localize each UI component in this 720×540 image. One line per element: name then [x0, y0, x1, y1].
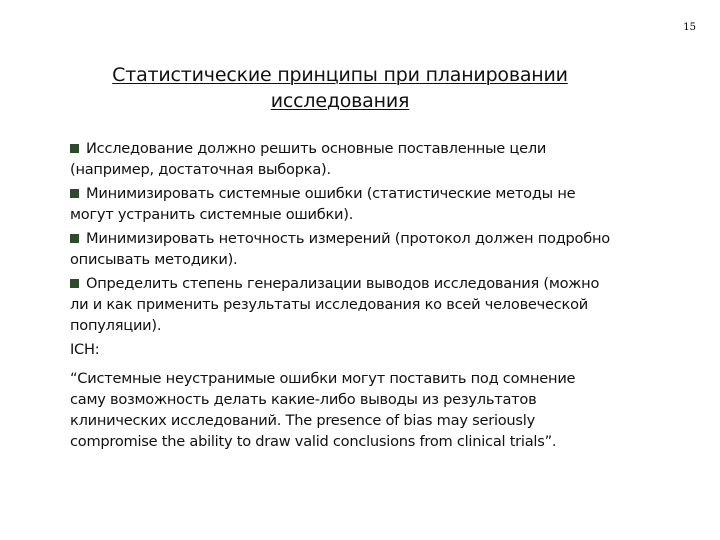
bullet-text: Исследование должно решить основные поставленные цели — [86, 140, 547, 157]
quote-line: клинических исследований. The presence of bias may seriously — [70, 412, 535, 429]
square-bullet-icon — [70, 189, 79, 198]
bullet-text: популяции). — [70, 317, 162, 334]
quote-line: “Системные неустранимые ошибки могут поставить под сомнение — [70, 370, 576, 387]
bullet-item — [70, 138, 670, 180]
square-bullet-icon — [70, 234, 79, 243]
bullet-text: Определить степень генерализации выводов исследования (можно — [86, 275, 600, 292]
slide-title-line-2: исследования — [270, 90, 410, 112]
bullet-text: Минимизировать неточность измерений (протокол должен подробно — [86, 230, 610, 247]
square-bullet-icon — [70, 144, 79, 153]
bullet-item — [70, 273, 670, 336]
bullet-text: ли и как применить результаты исследования ко всей человеческой — [70, 296, 588, 313]
slide-number: 15 — [683, 22, 696, 33]
ich-label: ICH: — [70, 341, 100, 358]
slide-title — [40, 62, 640, 114]
square-bullet-icon — [70, 279, 79, 288]
slide-content — [70, 138, 670, 452]
bullet-item — [70, 183, 670, 225]
bullet-text: описывать методики). — [70, 251, 238, 268]
bullet-text: (например, достаточная выборка). — [70, 161, 331, 178]
quote-line: саму возможность делать какие-либо выводы из результатов — [70, 391, 537, 408]
bullet-item — [70, 228, 670, 270]
bullet-text: Минимизировать системные ошибки (статистические методы не — [86, 185, 576, 202]
quote-line: compromise the ability to draw valid conclusions from clinical trials”. — [70, 433, 557, 450]
ich-quote — [70, 368, 670, 452]
slide-title-line-1: Статистические принципы при планировании — [112, 64, 568, 86]
bullet-text: могут устранить системные ошибки). — [70, 206, 354, 223]
